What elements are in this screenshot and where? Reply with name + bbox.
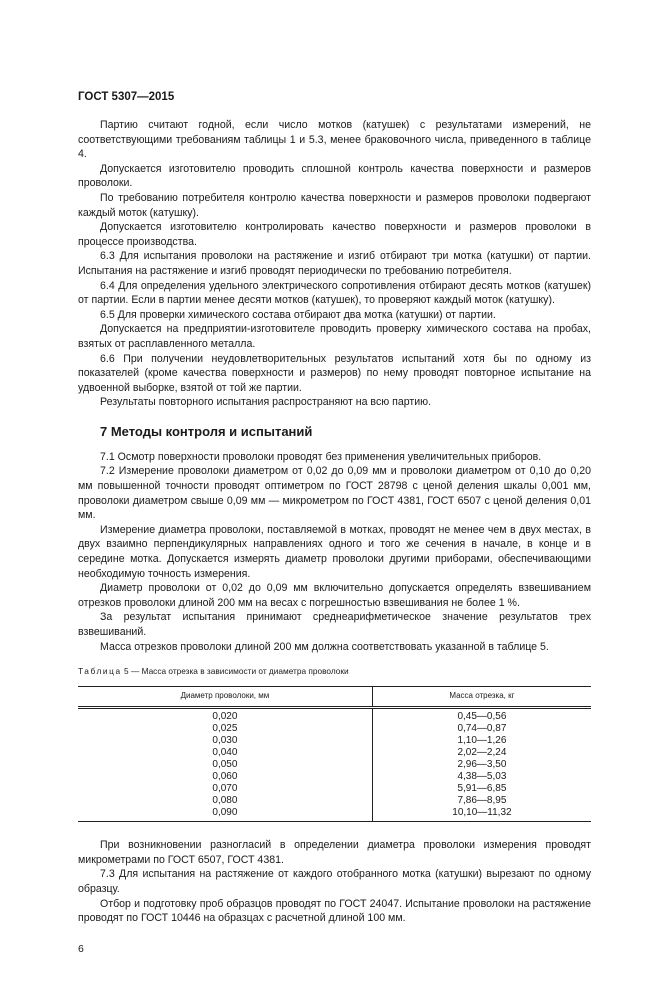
paragraph: Масса отрезков проволоки длиной 200 мм должна соответствовать указанной в таблице 5. xyxy=(100,640,549,653)
mass-cell: 10,10—11,32 xyxy=(372,807,591,822)
table-row xyxy=(78,795,591,807)
paragraph: 6.4 Для определения удельного электрического сопротивления отбирают десять мотков (катушек) от партии. Если в партии менее десяти мотков (катушек), то проверяют каждый моток (катушку). xyxy=(78,279,591,307)
paragraph: Измерение диаметра проволоки, поставляемой в мотках, проводят не менее чем в двух местах, в двух взаимно перпендикулярных направлениях одного и того же сечения в начале, в конце и в середине мотка. Допускается измерять диаметр проволоки другими приборами, обеспечивающими необходимую точность измерения. xyxy=(78,523,591,580)
mass-cell: 0,74—0,87 xyxy=(372,723,591,735)
diameter-cell: 0,090 xyxy=(78,807,372,822)
table-row xyxy=(78,723,591,735)
paragraph: Партию считают годной, если число мотков (катушек) с результатами измерений, не соответствующими требованиям таблицы 1 и 5.3, менее браковочного числа, приведенного в таблице 4. xyxy=(78,119,591,161)
paragraph: 7.2 Измерение проволоки диаметром от 0,02 до 0,09 мм и проволоки диаметром от 0,10 до 0,20 мм повышенной точности проводят оптиметром по ГОСТ 28798 с ценой деления шкалы 0,001 мм, проволоки диаметром свыше 0,09 мм — микрометром по ГОСТ 4381, ГОСТ 6507 с ценой деления 0,01 мм. xyxy=(78,465,591,522)
table-row xyxy=(78,735,591,747)
mass-cell: 7,86—8,95 xyxy=(372,795,591,807)
table-row xyxy=(78,807,591,822)
paragraph: Допускается изготовителю контролировать качество поверхности и размеров проволоки в процессе производства. xyxy=(78,221,591,248)
paragraph: При возникновении разногласий в определении диаметра проволоки измерения проводят микрометрами по ГОСТ 6507, ГОСТ 4381. xyxy=(78,839,591,866)
table-row xyxy=(78,708,591,724)
diameter-cell: 0,060 xyxy=(212,771,238,783)
paragraph: Результаты повторного испытания распространяют на всю партию. xyxy=(100,396,432,409)
table-caption xyxy=(78,665,591,677)
document-header: ГОСТ 5307—2015 xyxy=(78,91,175,103)
paragraph: Диаметр проволоки от 0,02 до 0,09 мм включительно допускается определять взвешиванием отрезков проволоки длиной 200 мм на весах с погрешностью взвешивания не более 1 %. xyxy=(78,582,591,609)
diameter-cell: 0,040 xyxy=(212,747,238,759)
paragraph: 6.5 Для проверки химического состава отбирают два мотка (катушки) от партии. xyxy=(100,308,496,321)
diameter-cell: 0,030 xyxy=(212,735,238,747)
paragraph: За результат испытания принимают среднеарифметическое значение результатов трех взвешиваний. xyxy=(78,611,591,638)
table-caption-word: Таблица xyxy=(78,666,122,677)
paragraphs-before xyxy=(78,118,591,410)
table-row xyxy=(78,759,591,771)
paragraph: Допускается изготовителю проводить сплошной контроль качества поверхности и размеров проволоки. xyxy=(78,162,591,190)
table-caption-text: 5 — Масса отрезка в зависимости от диаметра проволоки xyxy=(124,666,349,677)
paragraphs-after xyxy=(78,838,591,926)
section-title: 7 Методы контроля и испытаний xyxy=(100,423,313,439)
diameter-cell: 0,050 xyxy=(212,759,238,771)
table-header-mass: Масса отрезка, кг xyxy=(372,687,591,708)
paragraph: Допускается на предприятии-изготовителе проводить проверку химического состава на пробах, взятых от расплавленного металла. xyxy=(78,323,591,350)
table-row xyxy=(78,771,591,783)
table-row xyxy=(78,747,591,759)
table-row xyxy=(78,783,591,795)
paragraph: 6.3 Для испытания проволоки на растяжение и изгиб отбирают три мотка (катушки) от партии. Испытания на растяжение и изгиб проводят периодически по требованию потребителя. xyxy=(78,250,591,277)
mass-cell: 4,38—5,03 xyxy=(372,771,591,783)
document-body xyxy=(78,118,591,986)
table-header-diameter: Диаметр проволоки, мм xyxy=(78,687,372,708)
mass-table xyxy=(78,686,591,822)
paragraph: По требованию потребителя контролю качества поверхности и размеров проволоки подвергают каждый моток (катушку). xyxy=(78,191,591,219)
mass-cell: 1,10—1,26 xyxy=(372,735,591,747)
section-paragraphs xyxy=(78,450,591,654)
mass-cell: 2,96—3,50 xyxy=(372,759,591,771)
mass-cell: 2,02—2,24 xyxy=(372,747,591,759)
paragraph: Отбор и подготовку проб образцов проводят по ГОСТ 24047. Испытание проволоки на растяжение проводят по ГОСТ 10446 на образцах с расчетной длиной 100 мм. xyxy=(78,897,591,925)
paragraph: 7.1 Осмотр поверхности проволоки проводят без применения увеличительных приборов. xyxy=(100,450,542,463)
diameter-cell: 0,025 xyxy=(212,723,238,735)
diameter-cell: 0,070 xyxy=(212,783,238,795)
mass-cell: 5,91—6,85 xyxy=(372,783,591,795)
diameter-cell: 0,080 xyxy=(212,795,238,807)
paragraph: 7.3 Для испытания на растяжение от каждого отобранного мотка (катушки) вырезают по одному образцу. xyxy=(78,868,591,895)
mass-cell: 0,45—0,56 xyxy=(372,708,591,724)
diameter-cell: 0,020 xyxy=(212,711,238,723)
paragraph: 6.6 При получении неудовлетворительных результатов испытаний хотя бы по одному из показателей (кроме качества поверхности и размеров) по нему проводят повторное испытание на удвоенной выборке, взятой от той же партии. xyxy=(78,352,591,394)
page-number: 6 xyxy=(78,942,84,955)
